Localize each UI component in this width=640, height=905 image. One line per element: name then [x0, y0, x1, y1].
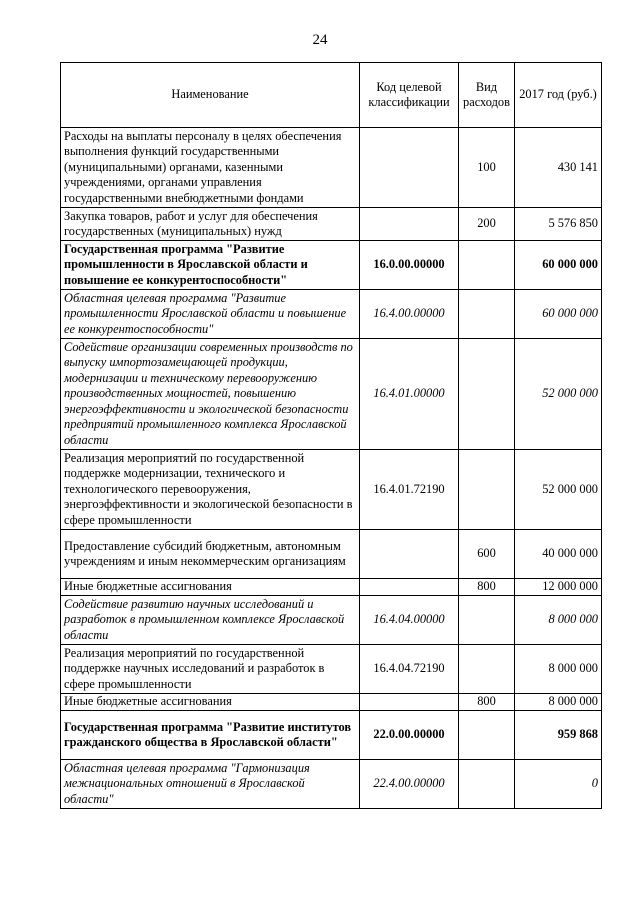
row-type	[459, 711, 515, 760]
row-sum: 60 000 000	[515, 241, 602, 290]
row-code	[360, 128, 459, 208]
row-code: 16.4.04.00000	[360, 596, 459, 645]
row-type: 600	[459, 530, 515, 579]
row-sum: 8 000 000	[515, 694, 602, 711]
row-name: Реализация мероприятий по государственной поддержке научных исследований и разработок в сфере промышленности	[61, 645, 360, 694]
row-type	[459, 241, 515, 290]
row-type	[459, 450, 515, 530]
row-code	[360, 530, 459, 579]
row-type: 800	[459, 694, 515, 711]
table-row	[61, 290, 602, 339]
row-sum: 12 000 000	[515, 579, 602, 596]
table-row	[61, 711, 602, 760]
table-row	[61, 241, 602, 290]
table-row	[61, 339, 602, 450]
row-sum: 52 000 000	[515, 450, 602, 530]
row-sum: 0	[515, 760, 602, 809]
row-name: Областная целевая программа "Развитие промышленности Ярославской области и повышение ее конкурентоспособности"	[61, 290, 360, 339]
row-code: 16.0.00.00000	[360, 241, 459, 290]
row-type	[459, 645, 515, 694]
table-row	[61, 208, 602, 241]
row-code: 16.4.01.72190	[360, 450, 459, 530]
row-name: Государственная программа "Развитие институтов гражданского общества в Ярославской области"	[61, 711, 360, 760]
row-name: Иные бюджетные ассигнования	[61, 579, 360, 596]
row-sum: 8 000 000	[515, 645, 602, 694]
budget-table	[60, 62, 602, 809]
row-type	[459, 596, 515, 645]
header-code: Код целевой классификации	[360, 63, 459, 128]
row-sum: 60 000 000	[515, 290, 602, 339]
row-name: Предоставление субсидий бюджетным, автономным учреждениям и иным некоммерческим организациям	[61, 530, 360, 579]
row-name: Государственная программа "Развитие промышленности в Ярославской области и повышение ее конкурентоспособности"	[61, 241, 360, 290]
row-type: 200	[459, 208, 515, 241]
row-code	[360, 208, 459, 241]
row-type	[459, 339, 515, 450]
row-code	[360, 579, 459, 596]
row-name: Содействие организации современных производств по выпуску импортозамещающей продукции, модернизации и техническому перевооружению производственных мощностей, повышению энергоэффективности и экологической безопасности предприятий промышленного комплекса Ярославской области	[61, 339, 360, 450]
table-row	[61, 450, 602, 530]
page-number: 24	[312, 32, 328, 48]
table-row	[61, 579, 602, 596]
table-row	[61, 645, 602, 694]
row-name: Содействие развитию научных исследований и разработок в промышленном комплексе Ярославской области	[61, 596, 360, 645]
row-sum: 8 000 000	[515, 596, 602, 645]
header-type: Вид расходов	[459, 63, 515, 128]
table-row	[61, 760, 602, 809]
table-header-row	[61, 63, 602, 128]
row-sum: 40 000 000	[515, 530, 602, 579]
row-type	[459, 760, 515, 809]
row-sum: 52 000 000	[515, 339, 602, 450]
row-code	[360, 694, 459, 711]
row-code: 16.4.04.72190	[360, 645, 459, 694]
row-name: Расходы на выплаты персоналу в целях обеспечения выполнения функций государственными (муниципальными) органами, казенными учреждениями, органами управления государственными внебюджетными фондами	[61, 128, 360, 208]
row-sum: 5 576 850	[515, 208, 602, 241]
row-sum: 430 141	[515, 128, 602, 208]
row-code: 22.4.00.00000	[360, 760, 459, 809]
row-name: Областная целевая программа "Гармонизация межнациональных отношений в Ярославской области"	[61, 760, 360, 809]
table-row	[61, 596, 602, 645]
header-sum: 2017 год (руб.)	[515, 63, 602, 128]
row-name: Закупка товаров, работ и услуг для обеспечения государственных (муниципальных) нужд	[61, 208, 360, 241]
table-row	[61, 694, 602, 711]
row-sum: 959 868	[515, 711, 602, 760]
row-type: 800	[459, 579, 515, 596]
row-name: Иные бюджетные ассигнования	[61, 694, 360, 711]
row-type	[459, 290, 515, 339]
row-type: 100	[459, 128, 515, 208]
header-name: Наименование	[61, 63, 360, 128]
row-name: Реализация мероприятий по государственной поддержке модернизации, технического и технологического перевооружения, энергоэффективности и экологической безопасности в сфере промышленности	[61, 450, 360, 530]
row-code: 16.4.00.00000	[360, 290, 459, 339]
row-code: 22.0.00.00000	[360, 711, 459, 760]
row-code: 16.4.01.00000	[360, 339, 459, 450]
table-row	[61, 530, 602, 579]
table-row	[61, 128, 602, 208]
